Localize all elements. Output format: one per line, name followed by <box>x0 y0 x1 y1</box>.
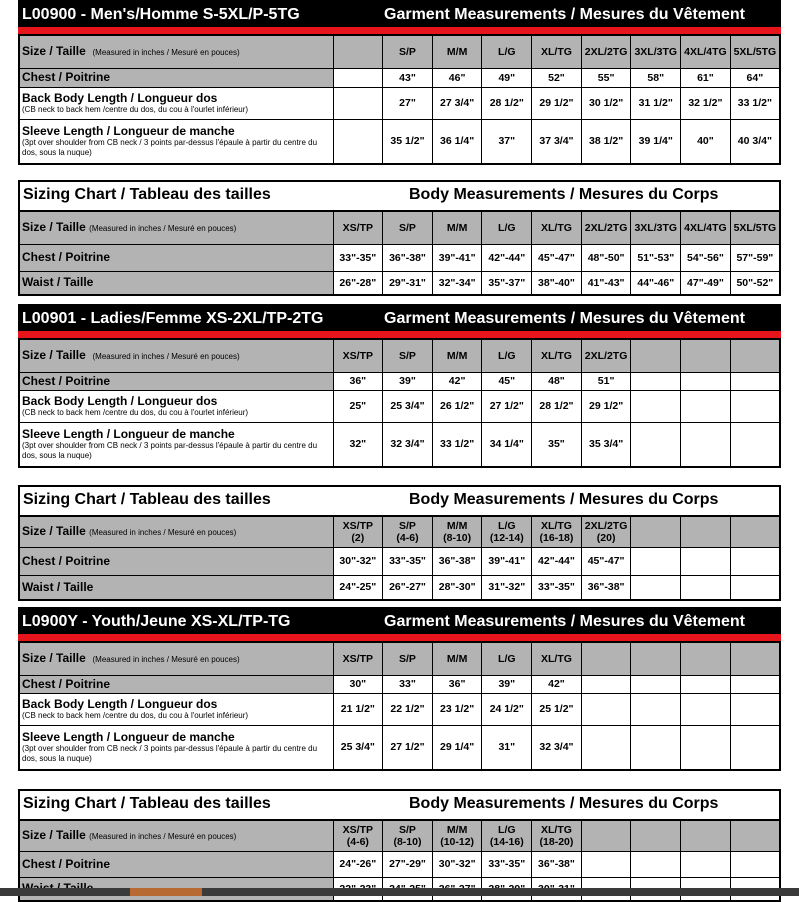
value-cell: 27" <box>383 87 433 119</box>
chest-row <box>19 372 780 390</box>
value-cell: 32" <box>333 422 383 467</box>
value-cell: 46" <box>432 68 482 87</box>
size-cell <box>681 516 731 547</box>
value-cell: 54"-56" <box>681 244 731 271</box>
size-cell: 2XL/2TG <box>581 339 631 372</box>
chest-label: Chest / Poitrine <box>19 675 333 693</box>
sleeve-row <box>19 422 780 467</box>
size-cell: S/P <box>383 339 433 372</box>
value-cell: 40 3/4" <box>730 119 780 164</box>
value-cell: 45" <box>482 372 532 390</box>
mens-garment-header <box>18 0 781 34</box>
size-cell: S/P <box>383 642 433 675</box>
size-cell <box>681 339 731 372</box>
ladies-garment-section <box>18 304 781 468</box>
value-cell: 35 1/2" <box>383 119 433 164</box>
chest-row <box>19 244 780 271</box>
ladies-garment-header <box>18 304 781 338</box>
size-cell: XL/TG <box>532 211 582 244</box>
value-cell: 35" <box>532 422 582 467</box>
value-cell: 52" <box>532 68 582 87</box>
value-cell: 32 1/2" <box>681 87 731 119</box>
value-cell: 22 1/2" <box>383 693 433 725</box>
value-cell: 39 1/4" <box>631 119 681 164</box>
value-cell: 23 1/2" <box>432 693 482 725</box>
value-cell: 36" <box>432 675 482 693</box>
back-label-cell: Back Body Length / Longueur dos (CB neck to back hem /centre du dos, du cou à l'ourlet inférieur) <box>19 390 333 422</box>
value-cell <box>730 372 780 390</box>
value-cell: 30" <box>333 675 383 693</box>
size-cell <box>730 820 780 851</box>
value-cell: 26"-28" <box>333 271 383 295</box>
value-cell <box>631 372 681 390</box>
value-cell <box>681 675 731 693</box>
value-cell: 33"-35" <box>333 244 383 271</box>
value-cell: 44"-46" <box>631 271 681 295</box>
size-cell: M/M <box>432 211 482 244</box>
value-cell: 30"-32" <box>333 547 383 575</box>
value-cell <box>681 693 731 725</box>
chest-row <box>19 68 780 87</box>
body-title: Body Measurements / Mesures du Corps <box>409 186 719 203</box>
value-cell: 27 3/4" <box>432 87 482 119</box>
size-cell <box>631 642 681 675</box>
chest-row <box>19 851 780 877</box>
value-cell <box>730 575 780 600</box>
size-cell: 5XL/5TG <box>730 35 780 68</box>
back-row <box>19 87 780 119</box>
youth-garment-header <box>18 607 781 641</box>
value-cell: 33"-35" <box>482 851 532 877</box>
size-cell: M/M (10-12) <box>432 820 482 851</box>
sleeve-label-cell: Sleeve Length / Longueur de manche (3pt over shoulder from CB neck / 3 points par-dessus l'épaule à partir du centre du dos, sous la nuque) <box>19 422 333 467</box>
value-cell: 38 1/2" <box>581 119 631 164</box>
value-cell: 36"-38" <box>432 547 482 575</box>
size-cell: XS/TP (4-6) <box>333 820 383 851</box>
size-cell: 5XL/5TG <box>730 211 780 244</box>
value-cell: 25 3/4" <box>383 390 433 422</box>
size-cell: 2XL/2TG (20) <box>581 516 631 547</box>
value-cell <box>681 575 731 600</box>
size-cell: XS/TP <box>333 642 383 675</box>
value-cell: 42" <box>532 675 582 693</box>
size-cell: S/P <box>383 35 433 68</box>
size-cell: S/P (8-10) <box>383 820 433 851</box>
size-label-cell: Size / Taille (Measured in inches / Mesuré en pouces) <box>19 642 333 675</box>
value-cell: 55" <box>581 68 631 87</box>
value-cell: 27"-29" <box>383 851 433 877</box>
value-cell <box>681 372 731 390</box>
value-cell: 29 1/4" <box>432 725 482 770</box>
value-cell: 47"-49" <box>681 271 731 295</box>
value-cell: 25 3/4" <box>333 725 383 770</box>
value-cell: 26 1/2" <box>432 390 482 422</box>
value-cell: 36 1/4" <box>432 119 482 164</box>
size-cell: XL/TG (16-18) <box>532 516 582 547</box>
value-cell: 26"-27" <box>383 575 433 600</box>
ladies-body-table <box>18 515 781 601</box>
value-cell <box>581 675 631 693</box>
sleeve-row <box>19 725 780 770</box>
value-cell: 36"-38" <box>532 851 582 877</box>
value-cell: 39"-41" <box>482 547 532 575</box>
value-cell <box>581 725 631 770</box>
garment-title: Garment Measurements / Mesures du Vêtement <box>384 613 746 630</box>
size-cell: S/P <box>383 211 433 244</box>
value-cell: 39" <box>383 372 433 390</box>
value-cell: 45"-47" <box>532 244 582 271</box>
size-cell: L/G <box>482 339 532 372</box>
youth-body-header <box>18 789 781 819</box>
size-row <box>19 211 780 244</box>
value-cell <box>631 693 681 725</box>
size-cell: L/G (14-16) <box>482 820 532 851</box>
size-cell: 4XL/4TG <box>681 211 731 244</box>
size-label-cell: Size / Taille (Measured in inches / Mesuré en pouces) <box>19 35 333 68</box>
value-cell <box>333 119 383 164</box>
ladies-title: L00901 - Ladies/Femme XS-2XL/TP-2TG <box>22 310 324 327</box>
size-cell: XS/TP <box>333 339 383 372</box>
size-cell: L/G <box>482 211 532 244</box>
size-label-cell: Size / Taille (Measured in inches / Mesuré en pouces) <box>19 339 333 372</box>
value-cell: 48"-50" <box>581 244 631 271</box>
value-cell: 27 1/2" <box>383 725 433 770</box>
value-cell: 42"-44" <box>482 244 532 271</box>
mens-body-header <box>18 180 781 210</box>
garment-title: Garment Measurements / Mesures du Vêtement <box>384 6 746 23</box>
value-cell: 40" <box>681 119 731 164</box>
value-cell: 30 1/2" <box>581 87 631 119</box>
back-row <box>19 693 780 725</box>
value-cell <box>730 422 780 467</box>
size-row <box>19 516 780 547</box>
back-label-cell: Back Body Length / Longueur dos (CB neck to back hem /centre du dos, du cou à l'ourlet inférieur) <box>19 693 333 725</box>
size-cell: L/G <box>482 642 532 675</box>
ladies-body-header <box>18 485 781 515</box>
value-cell: 25" <box>333 390 383 422</box>
value-cell: 21 1/2" <box>333 693 383 725</box>
size-row <box>19 642 780 675</box>
value-cell: 48" <box>532 372 582 390</box>
value-cell <box>581 693 631 725</box>
mens-body-table <box>18 210 781 296</box>
red-divider <box>18 634 781 641</box>
value-cell <box>730 547 780 575</box>
value-cell <box>730 851 780 877</box>
value-cell: 31"-32" <box>482 575 532 600</box>
size-label-cell: Size / Taille (Measured in inches / Mesuré en pouces) <box>19 820 333 851</box>
youth-title: L0900Y - Youth/Jeune XS-XL/TP-TG <box>22 613 291 630</box>
value-cell: 50"-52" <box>730 271 780 295</box>
value-cell: 33 1/2" <box>432 422 482 467</box>
value-cell: 29 1/2" <box>581 390 631 422</box>
value-cell <box>631 675 681 693</box>
value-cell <box>631 390 681 422</box>
value-cell: 36"-38" <box>581 575 631 600</box>
waist-label: Waist / Taille <box>19 271 333 295</box>
value-cell <box>631 547 681 575</box>
size-cell: XL/TG <box>532 339 582 372</box>
waist-row <box>19 575 780 600</box>
ladies-garment-table <box>18 338 781 468</box>
value-cell <box>681 390 731 422</box>
back-label-cell: Back Body Length / Longueur dos (CB neck to back hem /centre du dos, du cou à l'ourlet inférieur) <box>19 87 333 119</box>
size-label-cell: Size / Taille (Measured in inches / Mesuré en pouces) <box>19 211 333 244</box>
size-row <box>19 35 780 68</box>
youth-body-section <box>18 789 781 902</box>
size-cell: S/P (4-6) <box>383 516 433 547</box>
value-cell <box>631 422 681 467</box>
value-cell: 33"-35" <box>532 575 582 600</box>
value-cell: 33 1/2" <box>730 87 780 119</box>
chest-row <box>19 547 780 575</box>
size-cell: XL/TG <box>532 642 582 675</box>
size-cell: XS/TP (2) <box>333 516 383 547</box>
sizing-title: Sizing Chart / Tableau des tailles <box>23 795 271 812</box>
value-cell <box>333 87 383 119</box>
value-cell <box>730 675 780 693</box>
mens-title: L00900 - Men's/Homme S-5XL/P-5TG <box>22 6 300 23</box>
value-cell: 32"-34" <box>432 271 482 295</box>
size-cell: XS/TP <box>333 211 383 244</box>
value-cell <box>730 693 780 725</box>
value-cell: 25 1/2" <box>532 693 582 725</box>
value-cell: 28 1/2" <box>532 390 582 422</box>
chest-label: Chest / Poitrine <box>19 851 333 877</box>
size-cell: XL/TG <box>532 35 582 68</box>
size-cell <box>333 35 383 68</box>
back-row <box>19 390 780 422</box>
size-cell <box>730 516 780 547</box>
size-cell <box>730 642 780 675</box>
value-cell: 28 1/2" <box>482 87 532 119</box>
value-cell: 28"-30" <box>432 575 482 600</box>
size-cell <box>581 642 631 675</box>
size-cell: XL/TG (18-20) <box>532 820 582 851</box>
value-cell <box>730 725 780 770</box>
value-cell: 33" <box>383 675 433 693</box>
mens-body-section <box>18 180 781 296</box>
taskbar-segment <box>130 888 202 896</box>
sleeve-row <box>19 119 780 164</box>
value-cell: 29 1/2" <box>532 87 582 119</box>
value-cell: 32 3/4" <box>532 725 582 770</box>
red-divider <box>18 331 781 338</box>
size-cell: 4XL/4TG <box>681 35 731 68</box>
value-cell: 34 1/4" <box>482 422 532 467</box>
value-cell: 41"-43" <box>581 271 631 295</box>
size-cell: M/M <box>432 642 482 675</box>
size-cell <box>681 642 731 675</box>
red-divider <box>18 27 781 34</box>
value-cell: 45"-47" <box>581 547 631 575</box>
chest-label: Chest / Poitrine <box>19 244 333 271</box>
chest-label: Chest / Poitrine <box>19 68 333 87</box>
value-cell: 35 3/4" <box>581 422 631 467</box>
value-cell: 35"-37" <box>482 271 532 295</box>
mens-garment-table <box>18 34 781 165</box>
value-cell <box>681 725 731 770</box>
value-cell: 57"-59" <box>730 244 780 271</box>
sizing-title: Sizing Chart / Tableau des tailles <box>23 491 271 508</box>
size-cell: 3XL/3TG <box>631 35 681 68</box>
value-cell <box>333 68 383 87</box>
size-cell: M/M <box>432 35 482 68</box>
size-row <box>19 820 780 851</box>
youth-garment-table <box>18 641 781 771</box>
size-cell: M/M (8-10) <box>432 516 482 547</box>
value-cell: 29"-31" <box>383 271 433 295</box>
value-cell: 51" <box>581 372 631 390</box>
size-cell <box>730 339 780 372</box>
chest-row <box>19 675 780 693</box>
value-cell: 31 1/2" <box>631 87 681 119</box>
size-cell: L/G <box>482 35 532 68</box>
waist-label: Waist / Taille <box>19 575 333 600</box>
size-row <box>19 339 780 372</box>
value-cell <box>631 575 681 600</box>
value-cell: 64" <box>730 68 780 87</box>
value-cell: 42" <box>432 372 482 390</box>
size-cell: L/G (12-14) <box>482 516 532 547</box>
chest-label: Chest / Poitrine <box>19 547 333 575</box>
size-cell <box>681 820 731 851</box>
value-cell <box>581 851 631 877</box>
value-cell: 24"-26" <box>333 851 383 877</box>
size-cell <box>631 339 681 372</box>
value-cell <box>631 851 681 877</box>
sleeve-label-cell: Sleeve Length / Longueur de manche (3pt over shoulder from CB neck / 3 points par-dessus l'épaule à partir du centre du dos, sous la nuque) <box>19 119 333 164</box>
size-cell: 2XL/2TG <box>581 211 631 244</box>
chest-label: Chest / Poitrine <box>19 372 333 390</box>
value-cell <box>681 851 731 877</box>
value-cell <box>631 725 681 770</box>
youth-garment-section <box>18 607 781 771</box>
value-cell: 42"-44" <box>532 547 582 575</box>
value-cell: 36" <box>333 372 383 390</box>
value-cell <box>681 422 731 467</box>
body-title: Body Measurements / Mesures du Corps <box>409 795 719 812</box>
value-cell: 33"-35" <box>383 547 433 575</box>
mens-garment-section <box>18 0 781 165</box>
ladies-body-section <box>18 485 781 601</box>
value-cell: 31" <box>482 725 532 770</box>
body-title: Body Measurements / Mesures du Corps <box>409 491 719 508</box>
value-cell <box>730 390 780 422</box>
value-cell: 24"-25" <box>333 575 383 600</box>
value-cell: 38"-40" <box>532 271 582 295</box>
size-cell <box>631 820 681 851</box>
value-cell: 51"-53" <box>631 244 681 271</box>
value-cell: 27 1/2" <box>482 390 532 422</box>
waist-row <box>19 271 780 295</box>
value-cell: 43" <box>383 68 433 87</box>
garment-title: Garment Measurements / Mesures du Vêtement <box>384 310 746 327</box>
size-cell <box>581 820 631 851</box>
bottom-taskbar-strip <box>0 888 799 896</box>
value-cell <box>681 547 731 575</box>
value-cell: 32 3/4" <box>383 422 433 467</box>
value-cell: 37 3/4" <box>532 119 582 164</box>
value-cell: 36"-38" <box>383 244 433 271</box>
size-cell: M/M <box>432 339 482 372</box>
size-cell <box>631 516 681 547</box>
size-label-cell: Size / Taille (Measured in inches / Mesuré en pouces) <box>19 516 333 547</box>
sleeve-label-cell: Sleeve Length / Longueur de manche (3pt over shoulder from CB neck / 3 points par-dessus l'épaule à partir du centre du dos, sous la nuque) <box>19 725 333 770</box>
size-cell: 2XL/2TG <box>581 35 631 68</box>
size-cell: 3XL/3TG <box>631 211 681 244</box>
value-cell: 49" <box>482 68 532 87</box>
value-cell: 39"-41" <box>432 244 482 271</box>
value-cell: 61" <box>681 68 731 87</box>
value-cell: 39" <box>482 675 532 693</box>
value-cell: 37" <box>482 119 532 164</box>
value-cell: 30"-32" <box>432 851 482 877</box>
value-cell: 58" <box>631 68 681 87</box>
sizing-title: Sizing Chart / Tableau des tailles <box>23 186 271 203</box>
value-cell: 24 1/2" <box>482 693 532 725</box>
